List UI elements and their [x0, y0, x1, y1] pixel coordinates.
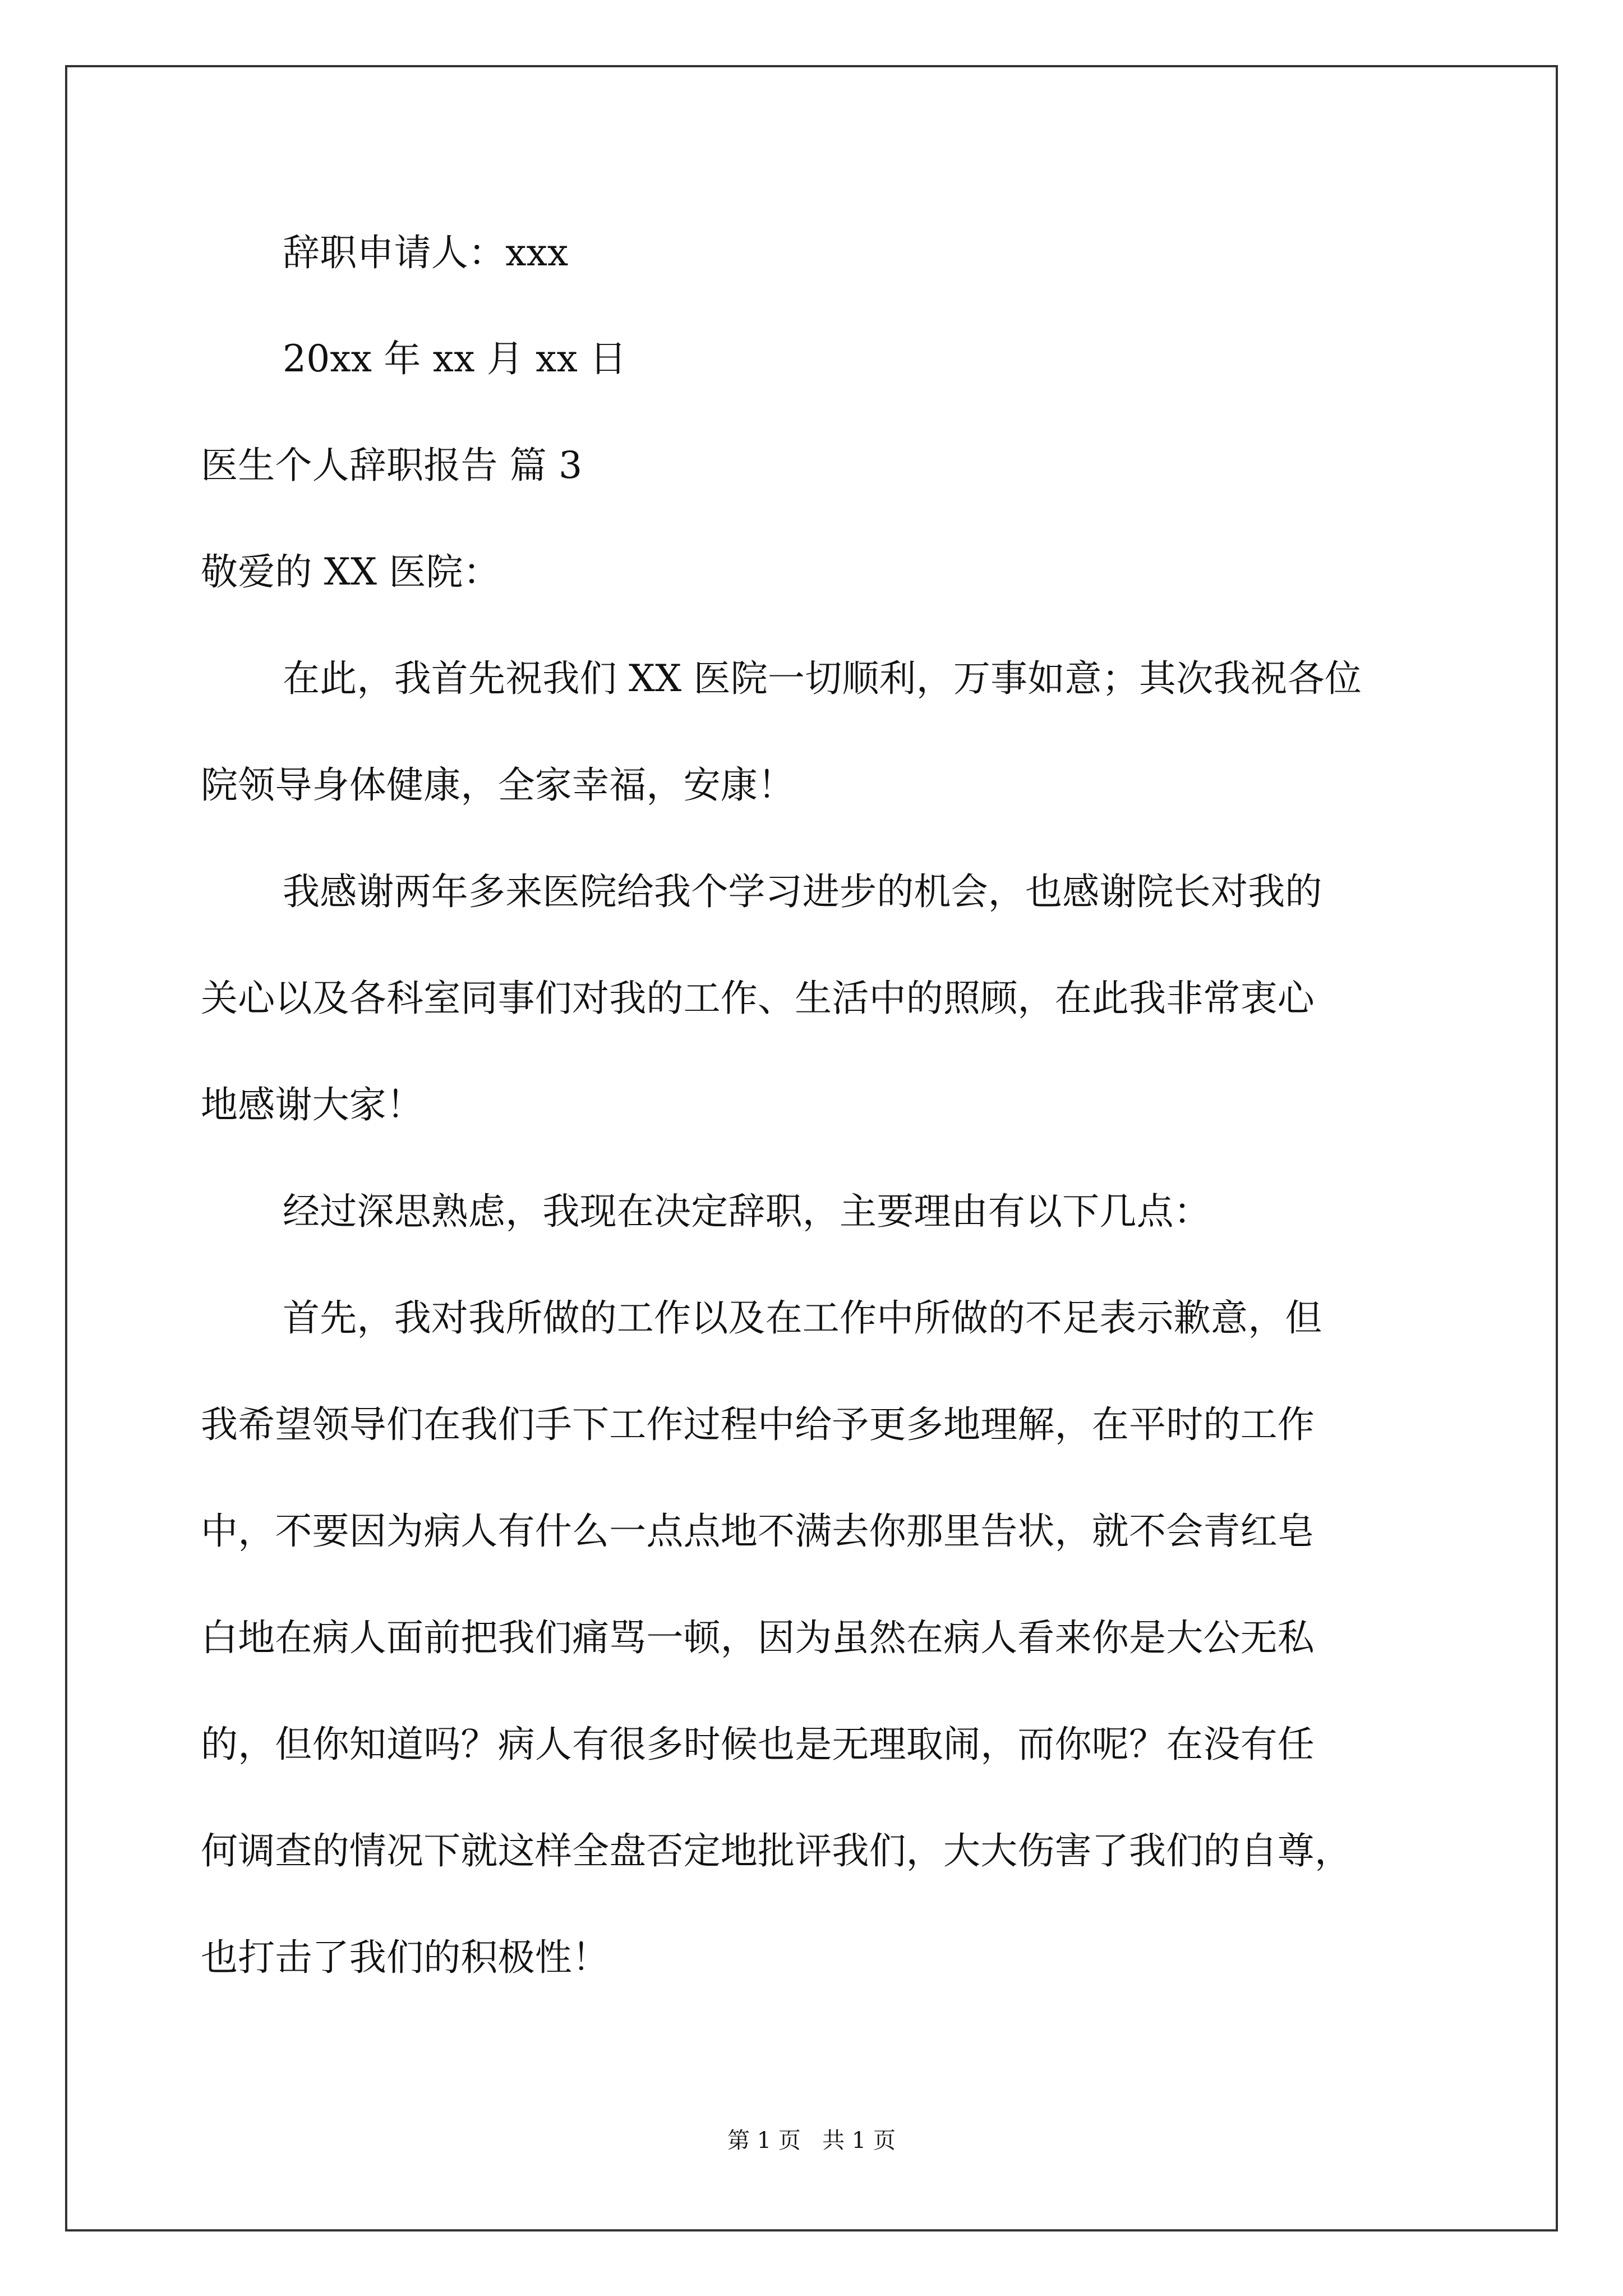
paragraph-line: 在此，我首先祝我们 XX 医院一切顺利，万事如意；其次我祝各位	[283, 657, 1362, 700]
paragraph-line: 我希望领导们在我们手下工作过程中给予更多地理解，在平时的工作	[201, 1403, 1315, 1446]
page-footer: 第 1 页 共 1 页	[727, 2128, 896, 2154]
paragraph-line: 我感谢两年多来医院给我个学习进步的机会，也感谢院长对我的	[283, 870, 1322, 913]
applicant-line: 辞职申请人：xxx	[283, 231, 569, 274]
salutation: 敬爱的 XX 医院：	[201, 550, 500, 593]
page-border	[65, 65, 1558, 2231]
paragraph-line: 关心以及各科室同事们对我的工作、生活中的照顾，在此我非常衷心	[201, 977, 1315, 1020]
paragraph-line: 中，不要因为病人有什么一点点地不满去你那里告状，就不会青红皂	[201, 1510, 1315, 1553]
paragraph-line: 首先，我对我所做的工作以及在工作中所做的不足表示歉意，但	[283, 1296, 1322, 1340]
paragraph-line: 地感谢大家！	[201, 1083, 424, 1126]
paragraph-line: 何调查的情况下就这样全盘否定地批评我们，大大伤害了我们的自尊，	[201, 1829, 1352, 1872]
paragraph-line: 白地在病人面前把我们痛骂一顿，因为虽然在病人看来你是大公无私	[201, 1616, 1315, 1659]
section-heading: 医生个人辞职报告 篇 3	[201, 444, 583, 487]
paragraph-line: 的，但你知道吗？病人有很多时候也是无理取闹，而你呢？在没有任	[201, 1723, 1315, 1766]
paragraph-line: 院领导身体健康，全家幸福，安康！	[201, 763, 795, 807]
paragraph-line: 经过深思熟虑，我现在决定辞职，主要理由有以下几点：	[283, 1190, 1211, 1233]
date-line: 20xx 年 xx 月 xx 日	[283, 337, 627, 380]
paragraph-line: 也打击了我们的积极性！	[201, 1936, 610, 1979]
